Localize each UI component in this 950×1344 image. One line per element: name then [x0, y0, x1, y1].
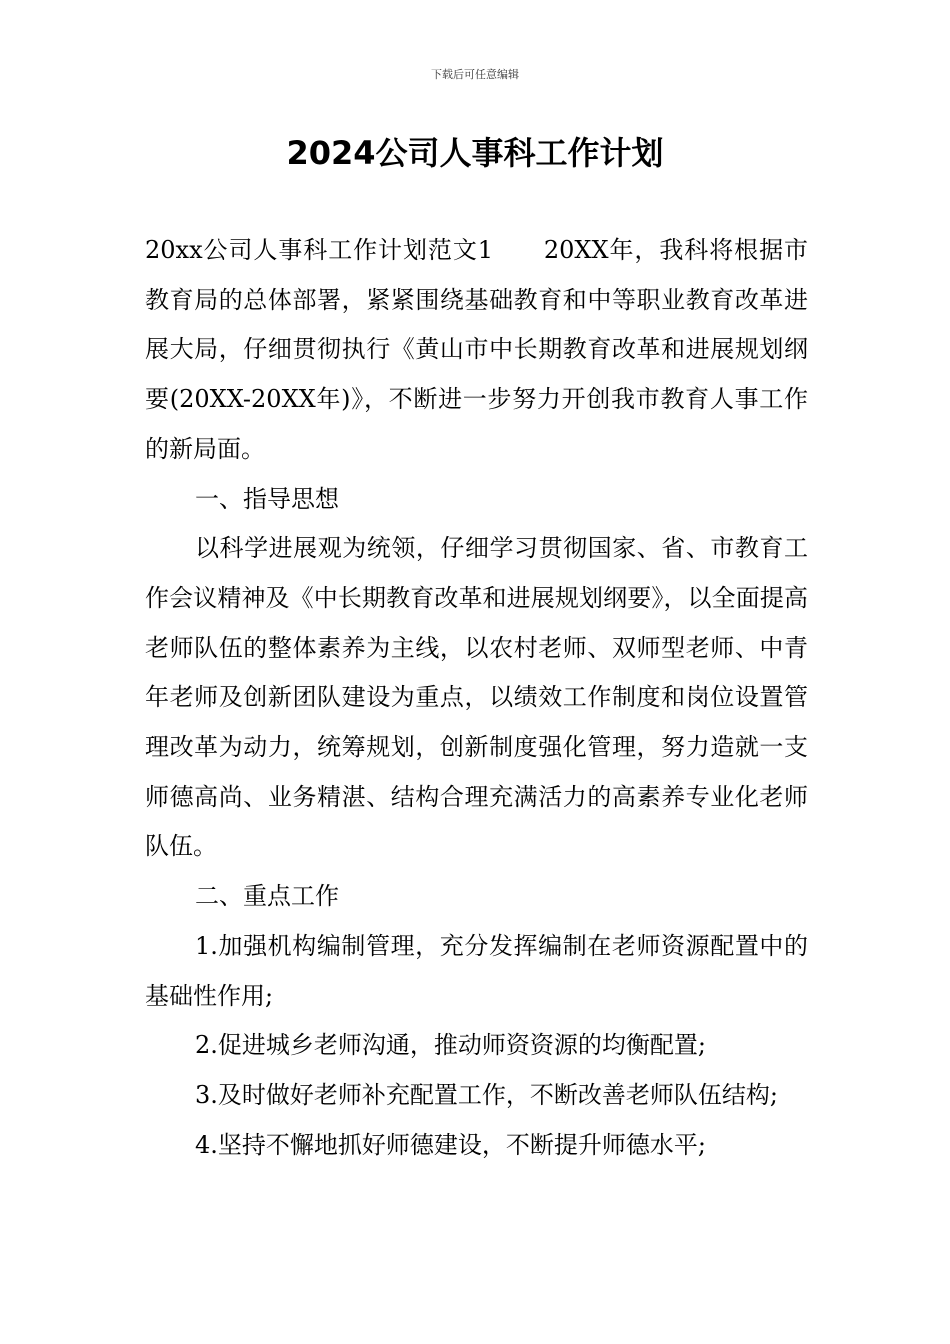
list-item-4: 4.坚持不懈地抓好师德建设，不断提升师德水平; — [195, 1130, 706, 1159]
section-heading-guiding-thought: 一、指导思想 — [195, 484, 339, 513]
paragraph-intro: 20xx公司人事科工作计划范文1 20XX年，我科将根据市教育局的总体部署，紧紧围绕基础教育和中等职业教育改革进展大局，仔细贯彻执行《黄山市中长期教育改革和进展规划纲要(20XX-20XX年)》，不断进一步努力开创我市教育人事工作的新局面。 — [145, 236, 808, 463]
paragraph-guiding-thought: 以科学进展观为统领，仔细学习贯彻国家、省、市教育工作会议精神及《中长期教育改革和进展规划纲要》，以全面提高老师队伍的整体素养为主线，以农村老师、双师型老师、中青年老师及创新团队建设为重点，以绩效工作制度和岗位设置管理改革为动力，统筹规划，创新制度强化管理，努力造就一支师德高尚、业务精湛、结构合理充满活力的高素养专业化老师队伍。 — [145, 534, 808, 861]
list-item-2: 2.促进城乡老师沟通，推动师资资源的均衡配置; — [195, 1031, 706, 1060]
list-item-1: 1.加强机构编制管理，充分发挥编制在老师资源配置中的基础性作用; — [145, 931, 808, 1010]
header-note: 下载后可任意编辑 — [431, 68, 519, 81]
list-item-3: 3.及时做好老师补充配置工作，不断改善老师队伍结构; — [195, 1080, 778, 1109]
section-heading-key-work: 二、重点工作 — [195, 882, 339, 911]
document-title: 2024公司人事科工作计划 — [286, 134, 664, 172]
document-body — [145, 226, 808, 1170]
